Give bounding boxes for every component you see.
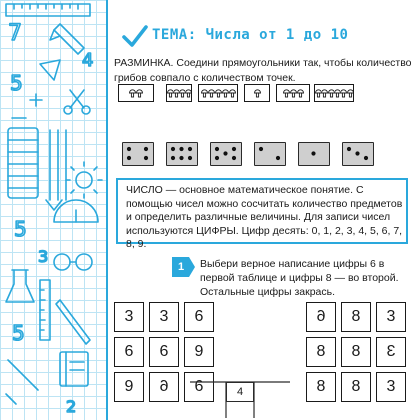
domino-dots bbox=[343, 143, 372, 164]
checkmark-icon bbox=[122, 24, 148, 48]
domino-card[interactable] bbox=[210, 142, 242, 166]
svg-text:4: 4 bbox=[82, 50, 94, 71]
digit-cell[interactable]: 6 bbox=[149, 372, 179, 402]
digit-cell[interactable]: 3 bbox=[114, 302, 144, 332]
digit-table-eight bbox=[306, 302, 406, 402]
domino-dot bbox=[144, 147, 148, 151]
warmup-instructions: РАЗМИНКА. Соедини прямоугольники так, чтобы количество грибов совпало с количеством точек. bbox=[114, 57, 412, 84]
domino-dot bbox=[215, 147, 219, 151]
domino-dot bbox=[179, 147, 183, 151]
domino-card[interactable] bbox=[166, 142, 198, 166]
domino-dot bbox=[171, 156, 175, 160]
domino-dot bbox=[188, 147, 192, 151]
mushroom-icon bbox=[185, 88, 191, 98]
mushroom-icon bbox=[215, 88, 222, 98]
domino-dot bbox=[311, 151, 315, 155]
task-instructions: Выбери верное написание цифры 6 в первой таблице и цифры 8 — во второй. Остальные цифры закрась. bbox=[200, 258, 399, 298]
domino-dot bbox=[276, 156, 280, 160]
svg-text:7: 7 bbox=[8, 21, 22, 46]
mushroom-box[interactable] bbox=[198, 84, 238, 102]
domino-dots bbox=[167, 143, 196, 164]
page-header bbox=[122, 24, 412, 50]
digit-cell[interactable]: 3 bbox=[376, 337, 406, 367]
domino-dots bbox=[255, 143, 284, 164]
digit-cell[interactable]: 3 bbox=[149, 302, 179, 332]
domino-dot bbox=[232, 147, 236, 151]
domino-dots bbox=[211, 143, 240, 164]
mushroom-box[interactable] bbox=[166, 84, 192, 102]
digit-cell[interactable]: 3 bbox=[376, 372, 406, 402]
domino-dot bbox=[127, 156, 131, 160]
mushroom-icon bbox=[283, 88, 290, 98]
task-number: 1 bbox=[177, 261, 185, 273]
svg-text:3: 3 bbox=[38, 247, 49, 266]
domino-dot bbox=[127, 147, 131, 151]
domino-dot bbox=[259, 147, 263, 151]
digit-cell[interactable]: 6 bbox=[184, 302, 214, 332]
task-number-badge bbox=[172, 257, 194, 277]
definition-box bbox=[116, 178, 408, 250]
digit-cell[interactable]: 6 bbox=[184, 372, 214, 402]
domino-dots bbox=[299, 143, 328, 164]
domino-dot bbox=[179, 156, 183, 160]
digit-cell[interactable]: 8 bbox=[341, 372, 371, 402]
mushroom-box[interactable] bbox=[276, 84, 310, 102]
digit-cell[interactable]: 9 bbox=[114, 372, 144, 402]
digit-cell[interactable]: 9 bbox=[184, 337, 214, 367]
mushroom-icon bbox=[201, 88, 208, 98]
domino-dot bbox=[232, 156, 236, 160]
mushroom-icon bbox=[297, 88, 304, 98]
svg-text:5: 5 bbox=[10, 71, 23, 95]
domino-card[interactable] bbox=[254, 142, 286, 166]
domino-card[interactable] bbox=[298, 142, 330, 166]
mushroom-box[interactable] bbox=[118, 84, 154, 102]
digit-cell[interactable]: 8 bbox=[306, 337, 336, 367]
digit-cell[interactable]: 6 bbox=[114, 337, 144, 367]
mushroom-icon bbox=[254, 88, 261, 98]
domino-dot bbox=[364, 156, 368, 160]
mushroom-icon bbox=[229, 88, 236, 98]
digit-cell[interactable]: 8 bbox=[341, 302, 371, 332]
domino-dots bbox=[123, 143, 152, 164]
digit-cell[interactable]: 8 bbox=[341, 337, 371, 367]
mushroom-icon bbox=[290, 88, 297, 98]
domino-dot bbox=[144, 156, 148, 160]
svg-text:5: 5 bbox=[12, 321, 25, 345]
domino-dot bbox=[171, 147, 175, 151]
digit-cell[interactable]: 6 bbox=[149, 337, 179, 367]
mushroom-box[interactable] bbox=[314, 84, 354, 102]
digit-cell[interactable]: 6 bbox=[306, 302, 336, 332]
domino-dot bbox=[347, 147, 351, 151]
mushroom-icon bbox=[136, 88, 143, 98]
digit-cell[interactable]: 8 bbox=[306, 372, 336, 402]
domino-dot bbox=[355, 151, 359, 155]
svg-text:2: 2 bbox=[66, 397, 77, 416]
page-number: 4 bbox=[226, 382, 254, 402]
svg-text:5: 5 bbox=[14, 217, 27, 241]
mushroom-icon bbox=[222, 88, 229, 98]
domino-card[interactable] bbox=[122, 142, 154, 166]
page-title: ТЕМА: Числа от 1 до 10 bbox=[152, 27, 349, 43]
digit-cell[interactable]: 3 bbox=[376, 302, 406, 332]
mushroom-icon bbox=[129, 88, 136, 98]
domino-dot bbox=[188, 156, 192, 160]
school-doodle-icons bbox=[0, 0, 106, 420]
mushroom-box[interactable] bbox=[244, 84, 270, 102]
domino-card[interactable] bbox=[342, 142, 374, 166]
mushroom-icon bbox=[347, 88, 353, 98]
mushroom-icon bbox=[208, 88, 215, 98]
domino-dot bbox=[215, 156, 219, 160]
definition-text: ЧИСЛО — основное математическое понятие. С помощью чисел можно сосчитать количество предметов и определить различные величины. Для записи чисел используются ЦИФРЫ. Цифр десять: 0, 1, 2, 3, 4, 5, 6, 7, 8, 9. bbox=[126, 184, 403, 250]
decorative-grid-strip bbox=[0, 0, 108, 420]
domino-dot bbox=[223, 151, 227, 155]
